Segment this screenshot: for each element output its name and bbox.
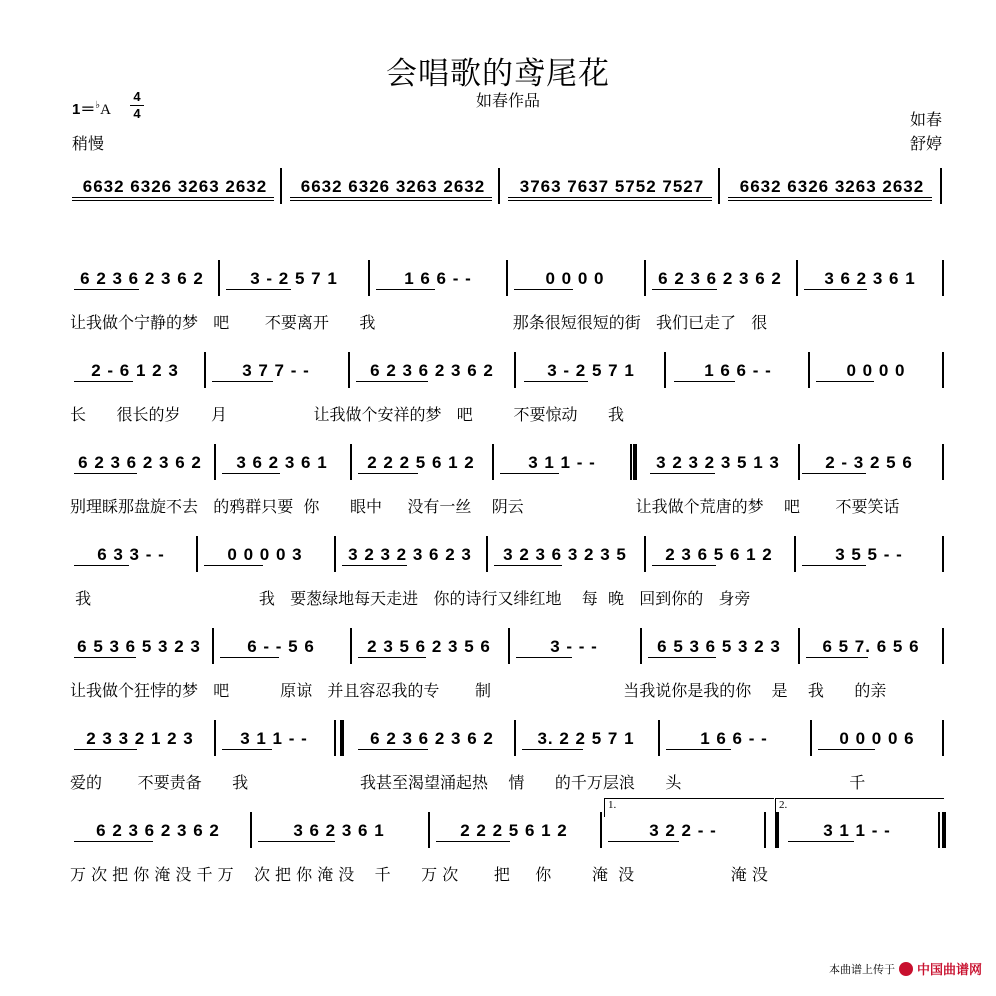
beam-line: [818, 749, 875, 750]
beam-line: [500, 473, 559, 474]
bar-line: [942, 352, 944, 388]
measure: 3 2 3 6 3 2 3 5: [503, 545, 627, 564]
measure: 3 7 7 - -: [242, 361, 310, 380]
measure: 2 2 2 5 6 1 2: [460, 821, 568, 840]
measure: 6 5 7. 6 5 6: [822, 637, 920, 656]
notation-line: [0, 722, 996, 756]
beam-line: [72, 197, 274, 198]
beam-line: [652, 565, 716, 566]
beam-line: [648, 657, 716, 658]
subtitle: 如春作品: [475, 91, 540, 110]
bar-line: [334, 720, 336, 756]
composer: 舒婷: [909, 134, 942, 153]
beam-line: [652, 289, 717, 290]
bar-line: [514, 720, 516, 756]
measure: 3 - 2 5 7 1: [547, 361, 635, 380]
measure: 3 6 2 3 6 1: [236, 453, 328, 472]
beam-line: [222, 473, 280, 474]
notation-line: [0, 814, 996, 848]
beam-line: [516, 657, 572, 658]
bar-line: [644, 536, 646, 572]
beam-line: [802, 473, 866, 474]
bar-line: [280, 168, 282, 204]
measure: 3 2 3 2 3 6 2 3: [348, 545, 472, 564]
measure: 2 - 6 1 2 3: [91, 361, 179, 380]
notation-line: [0, 538, 996, 572]
beam-line: [258, 841, 335, 842]
beam-line: [74, 565, 129, 566]
measure: 6 2 3 6 2 3 6 2: [658, 269, 782, 288]
footer-brand: 中国曲谱网: [916, 963, 982, 978]
measure: 1 6 6 - -: [404, 269, 472, 288]
time-signature-bottom: 4: [133, 106, 141, 121]
bar-line: [204, 352, 206, 388]
beam-line: [342, 565, 407, 566]
key-prefix: 1＝: [72, 101, 96, 118]
bar-line: [794, 536, 796, 572]
bar-line: [368, 260, 370, 296]
bar-line: [798, 444, 800, 480]
lyric-line: 让我做个宁静的梦 吧 不要离开 我 那条很短很短的街 我们已走了 很: [70, 313, 768, 332]
notation-line: [0, 630, 996, 664]
notation-line: [0, 446, 996, 480]
bar-line: [942, 444, 944, 480]
measure: 6 5 3 6 5 3 2 3: [657, 637, 781, 656]
beam-line: [508, 197, 712, 198]
volta-first: 1.: [604, 798, 774, 817]
bar-line: [600, 812, 602, 848]
measure: 2 2 2 5 6 1 2: [367, 453, 475, 472]
measure: 6632 6326 3263 2632: [300, 177, 486, 196]
tempo-marking: 稍慢: [72, 134, 105, 153]
measure: 6 5 3 6 5 3 2 3: [77, 637, 201, 656]
bar-line: [764, 812, 766, 848]
measure: 2 3 5 6 2 3 5 6: [367, 637, 491, 656]
notation-line: [0, 354, 996, 388]
lyric-line: 别理睬那盘旋不去 的鸦群只要 你 眼中 没有一丝 阴云 让我做个荒唐的梦 吧 不要笑话: [70, 497, 900, 516]
bar-line: [214, 720, 216, 756]
measure: 3763 7637 5752 7527: [519, 177, 705, 196]
bar-line: [640, 628, 642, 664]
measure: 6 2 3 6 2 3 6 2: [370, 361, 494, 380]
beam-line: [514, 289, 573, 290]
beam-line: [494, 565, 562, 566]
beam-line: [74, 289, 139, 290]
bar-line: [938, 812, 940, 848]
song-title: 会唱歌的鸢尾花: [386, 56, 610, 92]
measure: 6 2 3 6 2 3 6 2: [78, 453, 202, 472]
beam-line: [220, 657, 279, 658]
measure: 6632 6326 3263 2632: [739, 177, 925, 196]
bar-line: [348, 352, 350, 388]
beam-line: [290, 197, 492, 198]
bar-line: [334, 536, 336, 572]
beam-line: [226, 289, 291, 290]
bar-line: [942, 536, 944, 572]
time-signature: [130, 90, 144, 121]
lyric-line: 我 我 要葱绿地每天走进 你的诗行又绯红地 每 晚 回到你的 身旁: [70, 589, 751, 608]
measure: 3 6 2 3 6 1: [293, 821, 385, 840]
beam-line: [608, 841, 679, 842]
bar-line: [658, 720, 660, 756]
flat-icon: ♭: [95, 100, 101, 111]
lyric-line: 让我做个狂悖的梦 吧 原谅 并且容忍我的专 制 当我说你是我的你 是 我 的亲: [70, 681, 887, 700]
footer-text: 本曲谱上传于: [828, 962, 895, 976]
bar-line: [250, 812, 252, 848]
measure: 3 2 2 - -: [649, 821, 717, 840]
lyric-line: 长 很长的岁 月 让我做个安祥的梦 吧 不要惊动 我: [70, 405, 624, 424]
beam-line: [522, 749, 583, 750]
beam-line: [74, 657, 136, 658]
bar-line: [428, 812, 430, 848]
repeat-bar-line: [775, 812, 779, 848]
bar-line: [498, 168, 500, 204]
bar-line: [350, 444, 352, 480]
bar-line: [218, 260, 220, 296]
footer: [829, 959, 982, 978]
repeat-bar-line: [340, 720, 344, 756]
bar-line: [350, 628, 352, 664]
beam-line: [204, 565, 263, 566]
measure: 3 5 5 - -: [835, 545, 903, 564]
bar-line: [486, 536, 488, 572]
bar-line: [718, 168, 720, 204]
beam-line: [728, 200, 932, 201]
site-logo-icon: [899, 962, 913, 976]
bar-line: [798, 628, 800, 664]
bar-line: [196, 536, 198, 572]
measure: 0 0 0 0: [846, 361, 906, 380]
bar-line: [808, 352, 810, 388]
measure: 0 0 0 0: [545, 269, 605, 288]
measure: 3 2 3 2 3 5 1 3: [656, 453, 780, 472]
key-signature: [72, 98, 111, 119]
beam-line: [222, 749, 272, 750]
final-bar-line: [942, 812, 946, 848]
bar-line: [940, 168, 942, 204]
measure: 2 3 6 5 6 1 2: [665, 545, 773, 564]
beam-line: [74, 381, 133, 382]
bar-line: [942, 260, 944, 296]
bar-line: [506, 260, 508, 296]
measure: 6 - - 5 6: [247, 637, 315, 656]
lyric-line: 爱的 不要责备 我 我甚至渴望涌起热 情 的千万层浪 头 千: [70, 773, 866, 792]
lyricist: 如春: [909, 110, 942, 129]
bar-line: [810, 720, 812, 756]
beam-line: [804, 289, 867, 290]
beam-line: [74, 473, 137, 474]
measure: 6 2 3 6 2 3 6 2: [96, 821, 220, 840]
beam-line: [72, 200, 274, 201]
repeat-bar-line: [633, 444, 637, 480]
beam-line: [376, 289, 435, 290]
notation-line: [0, 262, 996, 296]
measure: 3 6 2 3 6 1: [824, 269, 916, 288]
beam-line: [666, 749, 731, 750]
beam-line: [212, 381, 273, 382]
time-signature-top: 4: [133, 89, 141, 104]
measure: 3 1 1 - -: [240, 729, 308, 748]
measure: 1 6 6 - -: [700, 729, 768, 748]
bar-line: [508, 628, 510, 664]
measure: 6 3 3 - -: [97, 545, 165, 564]
lyric-line: 万 次 把 你 淹 没 千 万 次 把 你 淹 没 千 万 次 把 你 淹 没 淹 没: [70, 865, 768, 884]
beam-line: [806, 657, 868, 658]
beam-line: [508, 200, 712, 201]
beam-line: [358, 473, 418, 474]
volta-second: 2.: [775, 798, 944, 817]
bar-line: [492, 444, 494, 480]
bar-line: [942, 720, 944, 756]
bar-line: [214, 444, 216, 480]
measure: 3 - - -: [550, 637, 598, 656]
beam-line: [788, 841, 854, 842]
beam-line: [524, 381, 588, 382]
measure: 6632 6326 3263 2632: [82, 177, 268, 196]
measure: 6 2 3 6 2 3 6 2: [80, 269, 204, 288]
bar-line: [796, 260, 798, 296]
measure: 0 0 0 0 3: [227, 545, 303, 564]
bar-line: [942, 628, 944, 664]
beam-line: [436, 841, 510, 842]
measure: 0 0 0 0 6: [839, 729, 915, 748]
beam-line: [74, 749, 137, 750]
beam-line: [674, 381, 735, 382]
measure: 3 1 1 - -: [528, 453, 596, 472]
measure: 3 1 1 - -: [823, 821, 891, 840]
beam-line: [358, 749, 428, 750]
measure: 6 2 3 6 2 3 6 2: [370, 729, 494, 748]
beam-line: [356, 381, 428, 382]
measure: 3. 2 2 5 7 1: [537, 729, 635, 748]
bar-line: [664, 352, 666, 388]
notation-line: [0, 170, 996, 204]
beam-line: [290, 200, 492, 201]
bar-line: [644, 260, 646, 296]
beam-line: [74, 841, 153, 842]
bar-line: [514, 352, 516, 388]
beam-line: [358, 657, 426, 658]
measure: 1 6 6 - -: [704, 361, 772, 380]
bar-line: [630, 444, 632, 480]
measure: 2 3 3 2 1 2 3: [86, 729, 194, 748]
beam-line: [650, 473, 715, 474]
bar-line: [212, 628, 214, 664]
beam-line: [816, 381, 874, 382]
beam-line: [728, 197, 932, 198]
measure: 2 - 3 2 5 6: [825, 453, 913, 472]
beam-line: [802, 565, 866, 566]
measure: 3 - 2 5 7 1: [250, 269, 338, 288]
key-note: A: [100, 102, 111, 118]
